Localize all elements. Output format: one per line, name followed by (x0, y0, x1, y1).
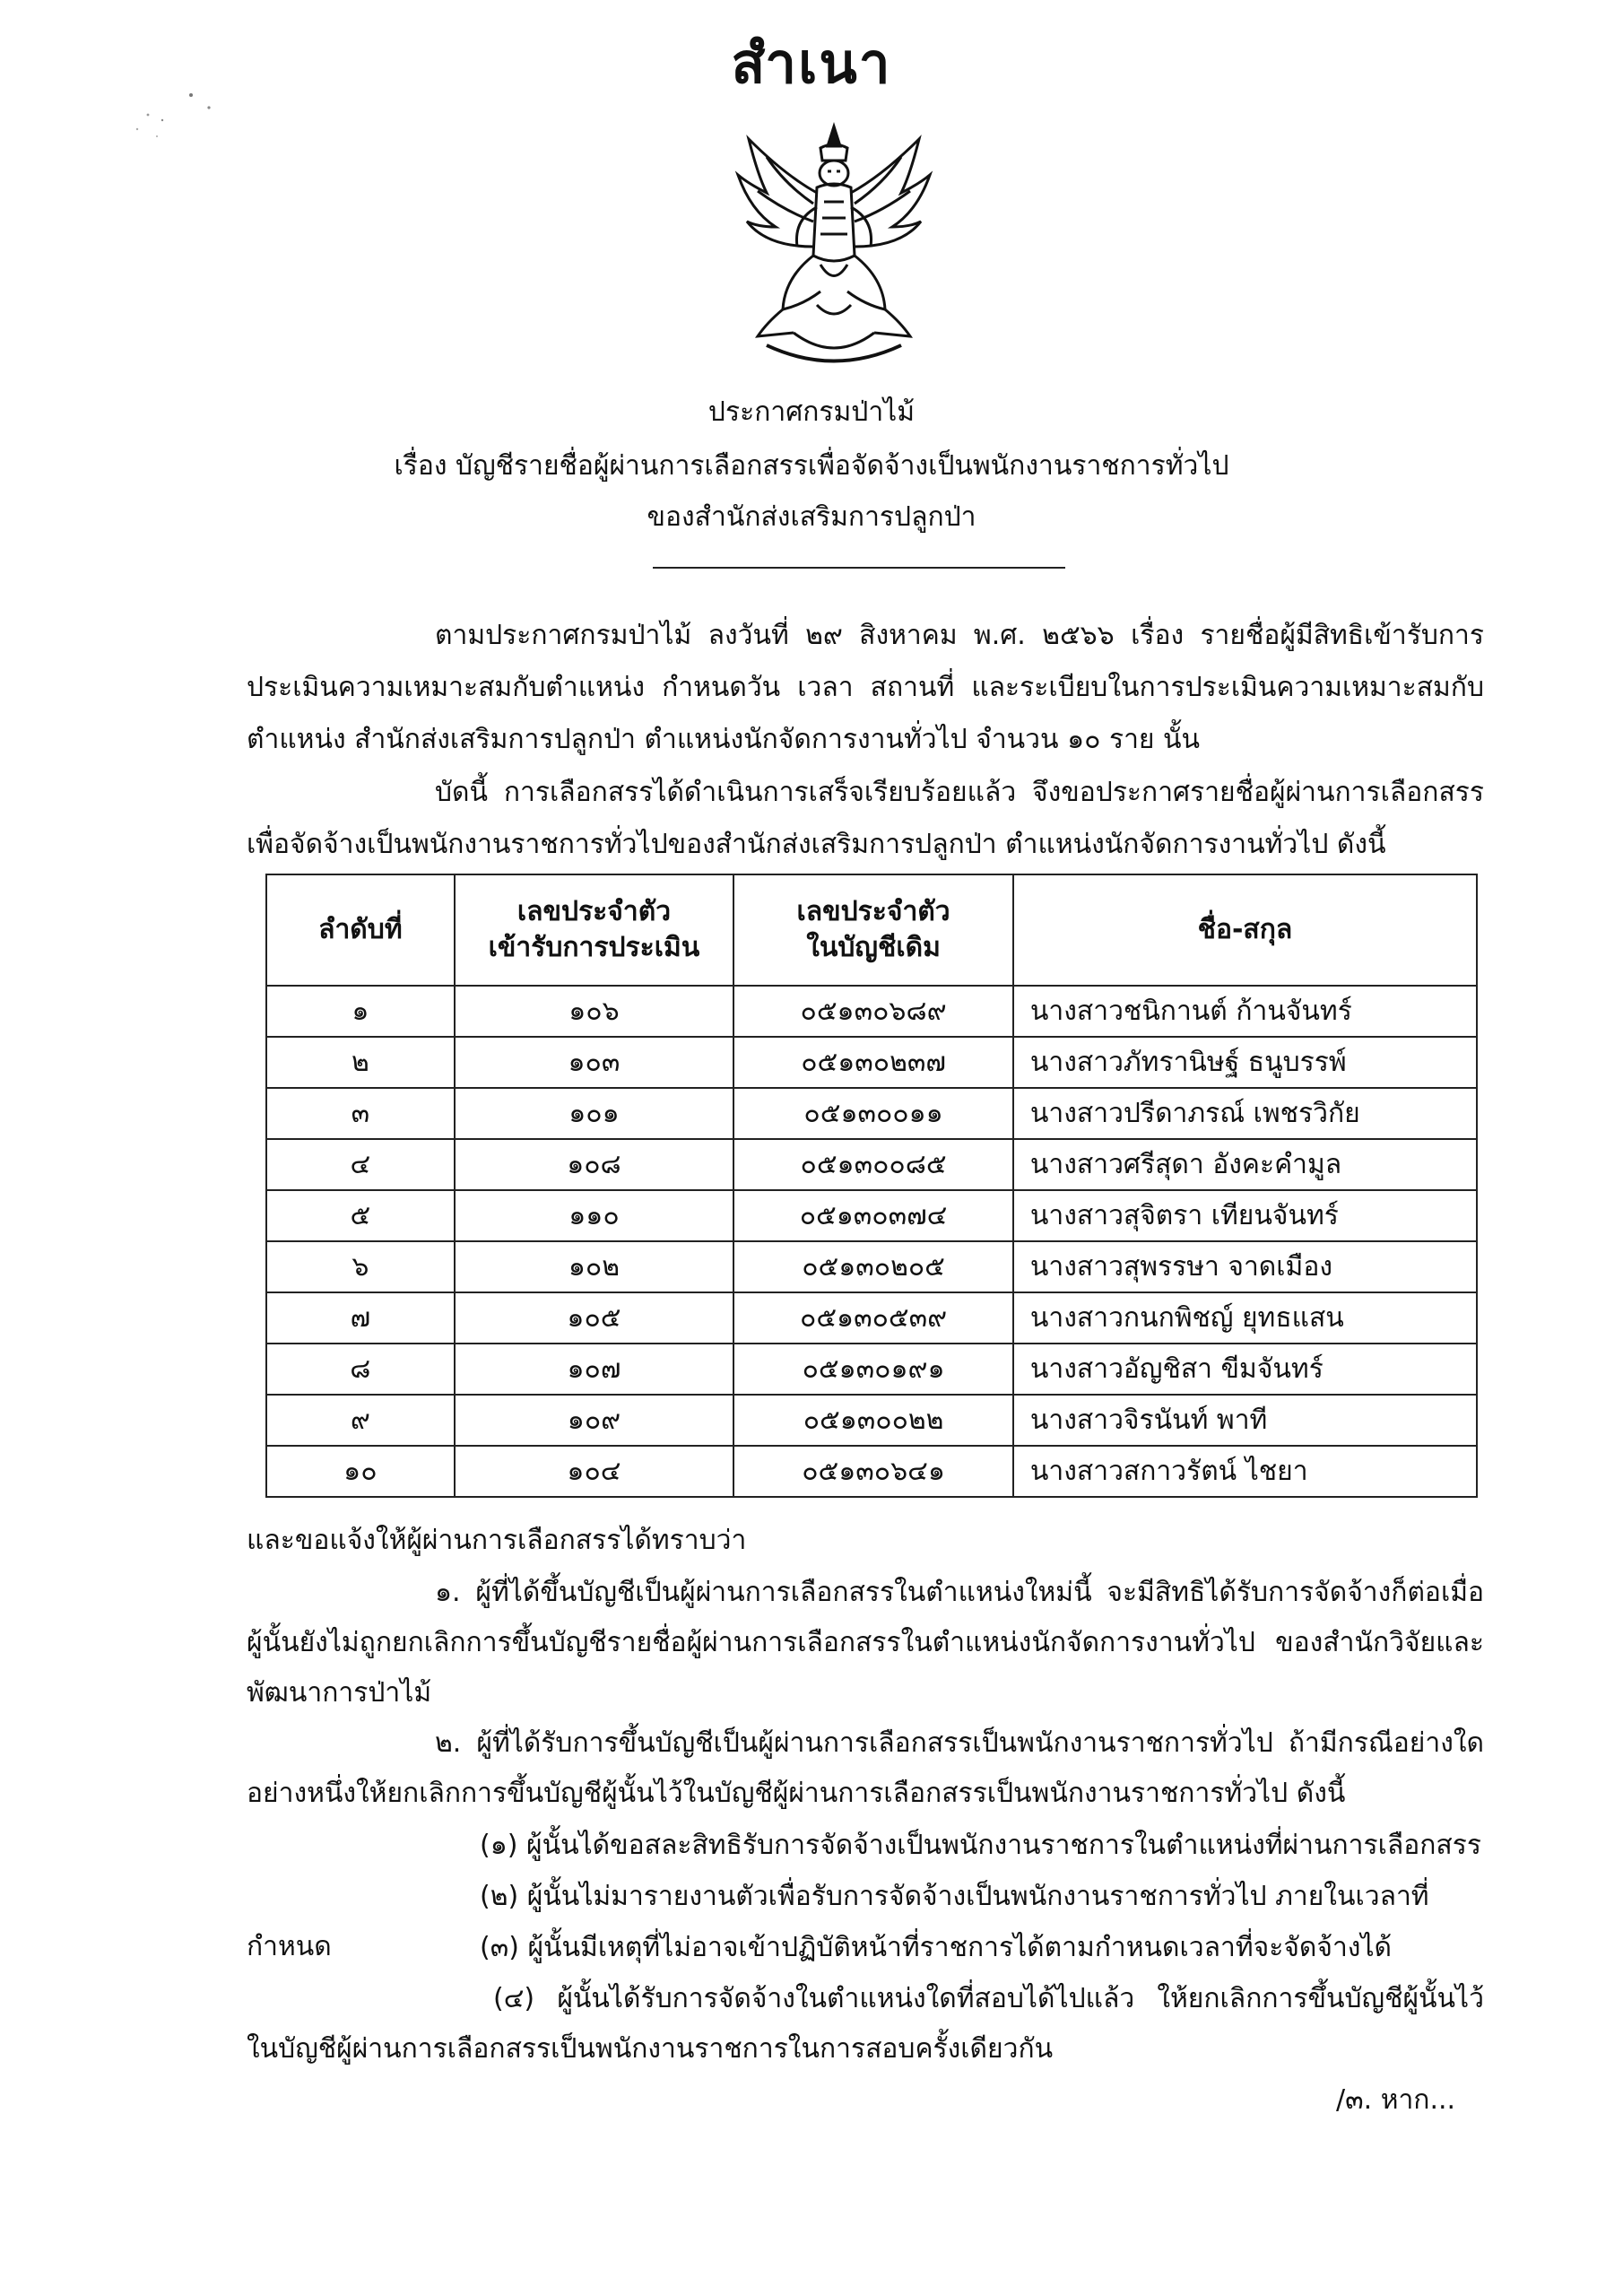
cell-order: ๕ (266, 1190, 455, 1241)
cell-name: นางสาวชนิกานต์ ก้านจันทร์ (1013, 986, 1477, 1037)
paragraph-reference: ตามประกาศกรมป่าไม้ ลงวันที่ ๒๙ สิงหาคม พ.ศ. ๒๕๖๖ เรื่อง รายชื่อผู้มีสิทธิเข้ารับการประเมินความเหมาะสมกับตำแหน่ง กำหนดวัน เวลา สถานที่ และระเบียบในการประเมินความเหมาะสมกับตำแหน่ง สำนักส่งเสริมการปลูกป่า ตำแหน่งนักจัดการงานทั่วไป จำนวน ๑๐ ราย นั้น (247, 620, 1484, 755)
page-continuation: /๓. หาก... (1336, 2084, 1456, 2116)
table-row (266, 1292, 1477, 1344)
cell-exam-id: ๑๐๑ (455, 1088, 734, 1139)
cell-name: นางสาวสุจิตรา เทียนจันทร์ (1013, 1190, 1477, 1241)
table-row (266, 1446, 1477, 1497)
notice-sub-1: (๑) ผู้นั้นได้ขอสละสิทธิรับการจัดจ้างเป็นพนักงานราชการในตำแหน่งที่ผ่านการเลือกสรร (480, 1830, 1481, 1861)
cell-old-id: ๐๕๑๓๐๒๓๗ (733, 1037, 1013, 1088)
header-exam-id: เลขประจำตัว เข้ารับการประเมิน (455, 874, 734, 986)
candidate-table (265, 874, 1478, 1498)
cell-order: ๓ (266, 1088, 455, 1139)
cell-exam-id: ๑๐๓ (455, 1037, 734, 1088)
paragraph-announcement: บัดนี้ การเลือกสรรได้ดำเนินการเสร็จเรียบร้อยแล้ว จึงขอประกาศรายชื่อผู้ผ่านการเลือกสรรเพื่อจัดจ้างเป็นพนักงานราชการทั่วไปของสำนักส่งเสริมการปลูกป่า ตำแหน่งนักจัดการงานทั่วไป ดังนี้ (247, 777, 1484, 860)
header-name: ชื่อ-สกุล (1013, 874, 1477, 986)
cell-old-id: ๐๕๑๓๐๐๘๕ (733, 1139, 1013, 1190)
table-row (266, 1241, 1477, 1292)
cell-old-id: ๐๕๑๓๐๓๗๔ (733, 1190, 1013, 1241)
header-old-id: เลขประจำตัว ในบัญชีเดิม (733, 874, 1013, 986)
cell-name: นางสาวจิรนันท์ พาที (1013, 1395, 1477, 1446)
cell-old-id: ๐๕๑๓๐๒๐๕ (733, 1241, 1013, 1292)
cell-exam-id: ๑๑๐ (455, 1190, 734, 1241)
scan-specks (130, 90, 220, 144)
cell-order: ๙ (266, 1395, 455, 1446)
cell-exam-id: ๑๐๔ (455, 1446, 734, 1497)
table-row (266, 1395, 1477, 1446)
copy-stamp: สำเนา (731, 30, 892, 96)
notice-intro: และขอแจ้งให้ผู้ผ่านการเลือกสรรได้ทราบว่า (247, 1525, 747, 1556)
cell-old-id: ๐๕๑๓๐๐๒๒ (733, 1395, 1013, 1446)
table-row (266, 1190, 1477, 1241)
cell-old-id: ๐๕๑๓๐๕๓๙ (733, 1292, 1013, 1344)
announcement-org: ประกาศกรมป่าไม้ (707, 396, 916, 428)
cell-name: นางสาวสุพรรษา จาดเมือง (1013, 1241, 1477, 1292)
cell-order: ๔ (266, 1139, 455, 1190)
notice-sub-2: (๒) ผู้นั้นไม่มารายงานตัวเพื่อรับการจัดจ้างเป็นพนักงานราชการทั่วไป ภายในเวลาที่กำหนด (247, 1881, 1429, 1962)
cell-old-id: ๐๕๑๓๐๐๑๑ (733, 1088, 1013, 1139)
cell-name: นางสาวภัทรานิษฐ์ ธนูบรรพ์ (1013, 1037, 1477, 1088)
notice-sub-4: (๔) ผู้นั้นได้รับการจัดจ้างในตำแหน่งใดที่สอบได้ไปแล้ว ให้ยกเลิกการขึ้นบัญชีผู้นั้นไว้ในบัญชีผู้ผ่านการเลือกสรรเป็นพนักงานราชการในการสอบครั้งเดียวกัน (247, 1983, 1484, 2065)
table-row (266, 986, 1477, 1037)
announcement-unit: ของสำนักส่งเสริมการปลูกป่า (647, 501, 976, 533)
cell-name: นางสาวอัญชิสา ขีมจันทร์ (1013, 1344, 1477, 1395)
cell-name: นางสาวปรีดาภรณ์ เพชรวิกัย (1013, 1088, 1477, 1139)
cell-old-id: ๐๕๑๓๐๑๙๑ (733, 1344, 1013, 1395)
cell-exam-id: ๑๐๖ (455, 986, 734, 1037)
table-row (266, 1037, 1477, 1088)
header-order: ลำดับที่ (266, 874, 455, 986)
cell-name: นางสาวกนกพิชญ์ ยุทธแสน (1013, 1292, 1477, 1344)
cell-order: ๗ (266, 1292, 455, 1344)
cell-order: ๑ (266, 986, 455, 1037)
cell-order: ๖ (266, 1241, 455, 1292)
table-header-row (266, 874, 1477, 986)
cell-name: นางสาวศรีสุดา อังคะคำมูล (1013, 1139, 1477, 1190)
notice-item-1: ๑. ผู้ที่ได้ขึ้นบัญชีเป็นผู้ผ่านการเลือกสรรในตำแหน่งใหม่นี้ จะมีสิทธิได้รับการจัดจ้างก็ต่อเมื่อผู้นั้นยังไม่ถูกยกเลิกการขึ้นบัญชีรายชื่อผู้ผ่านการเลือกสรรในตำแหน่งนักจัดการงานทั่วไป ของสำนักวิจัยและพัฒนาการป่าไม้ (247, 1577, 1484, 1709)
cell-exam-id: ๑๐๘ (455, 1139, 734, 1190)
cell-name: นางสาวสกาวรัตน์ ไชยา (1013, 1446, 1477, 1497)
notice-item-2: ๒. ผู้ที่ได้รับการขึ้นบัญชีเป็นผู้ผ่านการเลือกสรรเป็นพนักงานราชการทั่วไป ถ้ามีกรณีอย่างใดอย่างหนึ่งให้ยกเลิกการขึ้นบัญชีผู้นั้นไว้ในบัญชีผู้ผ่านการเลือกสรรเป็นพนักงานราชการทั่วไป ดังนี้ (247, 1727, 1484, 1809)
garuda-emblem-icon (731, 121, 937, 372)
cell-old-id: ๐๕๑๓๐๖๔๑ (733, 1446, 1013, 1497)
cell-exam-id: ๑๐๗ (455, 1344, 734, 1395)
cell-order: ๒ (266, 1037, 455, 1088)
cell-exam-id: ๑๐๙ (455, 1395, 734, 1446)
table-row (266, 1344, 1477, 1395)
table-row (266, 1139, 1477, 1190)
cell-old-id: ๐๕๑๓๐๖๘๙ (733, 986, 1013, 1037)
cell-exam-id: ๑๐๒ (455, 1241, 734, 1292)
cell-exam-id: ๑๐๕ (455, 1292, 734, 1344)
cell-order: ๑๐ (266, 1446, 455, 1497)
table-row (266, 1088, 1477, 1139)
title-divider (653, 567, 1065, 569)
cell-order: ๘ (266, 1344, 455, 1395)
notice-sub-3: (๓) ผู้นั้นมีเหตุที่ไม่อาจเข้าปฏิบัติหน้าที่ราชการได้ตามกำหนดเวลาที่จะจัดจ้างได้ (480, 1932, 1393, 1963)
announcement-subject: เรื่อง บัญชีรายชื่อผู้ผ่านการเลือกสรรเพื่อจัดจ้างเป็นพนักงานราชการทั่วไป (394, 450, 1229, 482)
